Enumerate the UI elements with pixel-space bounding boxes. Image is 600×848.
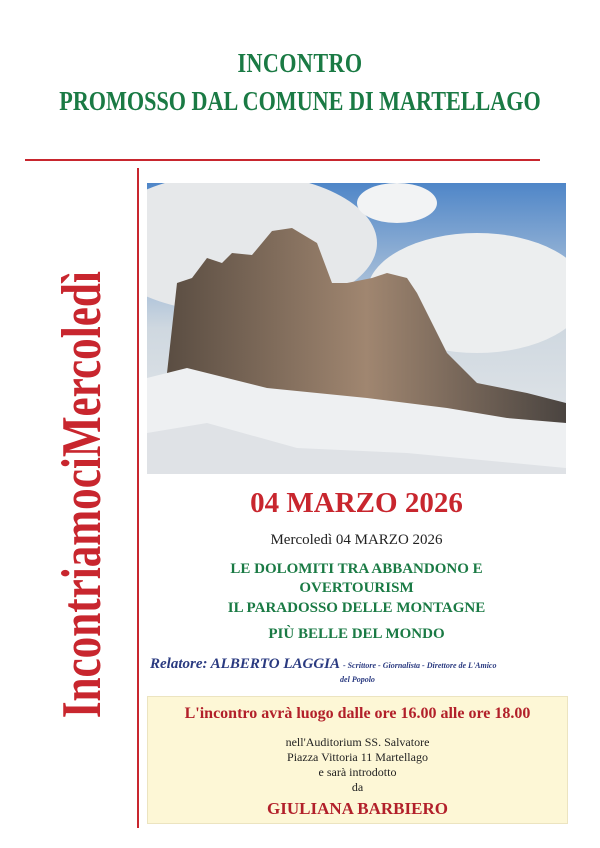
event-time: L'incontro avrà luogo dalle ore 16.00 alle ore 18.00 xyxy=(184,705,531,722)
event-venue: nell'Auditorium SS. Salvatore xyxy=(285,735,430,749)
vertical-title-text: IncontriamociMercoledì xyxy=(51,271,113,719)
event-intro: e sarà introdotto xyxy=(318,765,397,779)
event-title-line: OVERTOURISM xyxy=(299,580,414,596)
vertical-series-title xyxy=(52,195,112,795)
event-title-line: IL PARADOSSO DELLE MONTAGNE xyxy=(227,600,486,616)
event-host: GIULIANA BARBIERO xyxy=(267,799,448,818)
event-title-line: PIÙ BELLE DEL MONDO xyxy=(268,626,445,642)
info-box xyxy=(147,696,568,824)
header-line-2: PROMOSSO DAL COMUNE DI MARTELLAGO xyxy=(59,86,541,116)
speaker-role: - Scrittore - Giornalista - Direttore de L'Amico xyxy=(342,661,497,670)
event-address: Piazza Vittoria 11 Martellago xyxy=(287,750,428,764)
speaker-name: Relatore: ALBERTO LAGGIA xyxy=(150,656,340,672)
event-date-heading: 04 MARZO 2026 xyxy=(250,487,463,519)
dolomites-photo xyxy=(147,183,566,474)
event-title-line: LE DOLOMITI TRA ABBANDONO E xyxy=(230,561,483,577)
speaker-line xyxy=(150,656,496,673)
event-intro-by: da xyxy=(351,780,364,794)
event-date-subtitle: Mercoledì 04 MARZO 2026 xyxy=(270,532,443,548)
speaker-role-continued: del Popolo xyxy=(340,675,375,684)
header-line-1: INCONTRO xyxy=(237,48,363,78)
horizontal-divider xyxy=(25,159,540,161)
vertical-divider xyxy=(137,168,139,828)
